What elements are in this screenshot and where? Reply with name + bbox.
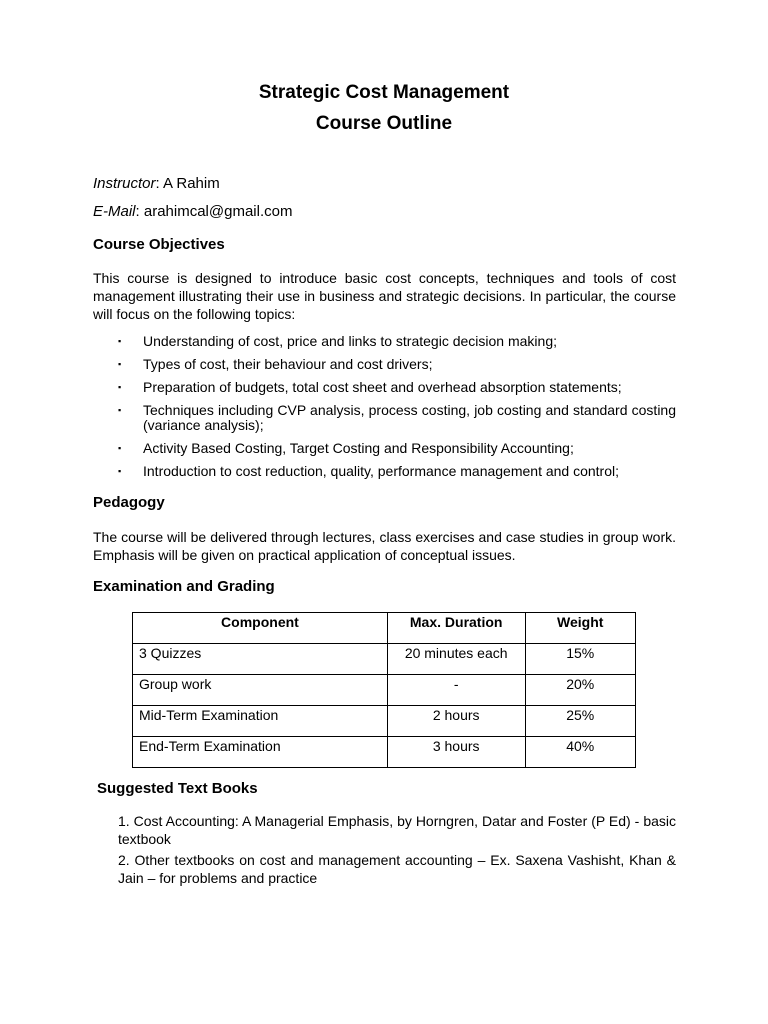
column-header-component: Component <box>133 613 388 644</box>
list-item <box>118 334 676 349</box>
email-label: E-Mail <box>93 203 136 220</box>
cell-component: Group work <box>133 675 388 706</box>
list-item <box>118 357 676 372</box>
document-subtitle: Course Outline <box>315 113 453 134</box>
bullet-icon: ▪ <box>118 405 122 415</box>
grading-table <box>132 612 636 768</box>
pedagogy-heading: Pedagogy <box>93 494 165 511</box>
email-value: : arahimcal@gmail.com <box>135 203 293 220</box>
course-objectives-intro: This course is designed to introduce basic cost concepts, techniques and tools of cost management illustrating their use in business and strategic decisions. In particular, the course will focus on the following topics: <box>93 270 676 322</box>
examination-grading-heading: Examination and Grading <box>93 578 275 595</box>
topic-text: Techniques including CVP analysis, process costing, job costing and standard costing (variance analysis); <box>143 402 676 433</box>
cell-duration: 20 minutes each <box>387 644 525 675</box>
cell-component: End-Term Examination <box>133 737 388 768</box>
bullet-icon: ▪ <box>118 382 122 392</box>
topic-text: Understanding of cost, price and links to strategic decision making; <box>143 333 557 349</box>
instructor-line <box>93 175 220 192</box>
list-item <box>118 380 676 395</box>
column-header-weight: Weight <box>525 613 635 644</box>
table-row <box>133 644 636 675</box>
suggested-text-books-heading: Suggested Text Books <box>97 780 258 797</box>
topic-text: Preparation of budgets, total cost sheet and overhead absorption statements; <box>143 379 622 395</box>
bullet-icon: ▪ <box>118 466 122 476</box>
cell-weight: 40% <box>525 737 635 768</box>
topics-list <box>118 334 676 487</box>
instructor-label: Instructor <box>93 175 156 192</box>
cell-duration: 2 hours <box>387 706 525 737</box>
instructor-value: : A Rahim <box>155 175 220 192</box>
cell-weight: 20% <box>525 675 635 706</box>
cell-weight: 15% <box>525 644 635 675</box>
table-row <box>133 706 636 737</box>
topic-text: Introduction to cost reduction, quality, performance management and control; <box>143 463 620 479</box>
document-title: Strategic Cost Management <box>258 82 510 103</box>
email-line <box>93 203 292 220</box>
course-objectives-heading: Course Objectives <box>93 236 225 253</box>
table-row <box>133 675 636 706</box>
list-item <box>118 464 676 479</box>
bullet-icon: ▪ <box>118 443 122 453</box>
cell-component: 3 Quizzes <box>133 644 388 675</box>
text-books-list <box>118 812 676 890</box>
list-item <box>118 441 676 456</box>
list-item: 2. Other textbooks on cost and management accounting – Ex. Saxena Vashisht, Khan & Jain – for problems and practice <box>118 852 676 886</box>
cell-duration: 3 hours <box>387 737 525 768</box>
list-item <box>118 403 676 433</box>
pedagogy-text: The course will be delivered through lectures, class exercises and case studies in group work. Emphasis will be given on practical application of conceptual issues. <box>93 529 676 563</box>
topic-text: Activity Based Costing, Target Costing and Responsibility Accounting; <box>143 440 574 456</box>
table-row <box>133 737 636 768</box>
bullet-icon: ▪ <box>118 336 122 346</box>
cell-duration: - <box>387 675 525 706</box>
column-header-max-duration: Max. Duration <box>387 613 525 644</box>
cell-component: Mid-Term Examination <box>133 706 388 737</box>
table-header-row <box>133 613 636 644</box>
list-item: 1. Cost Accounting: A Managerial Emphasis, by Horngren, Datar and Foster (P Ed) - basic textbook <box>118 813 676 847</box>
cell-weight: 25% <box>525 706 635 737</box>
topic-text: Types of cost, their behaviour and cost drivers; <box>143 356 433 372</box>
bullet-icon: ▪ <box>118 359 122 369</box>
